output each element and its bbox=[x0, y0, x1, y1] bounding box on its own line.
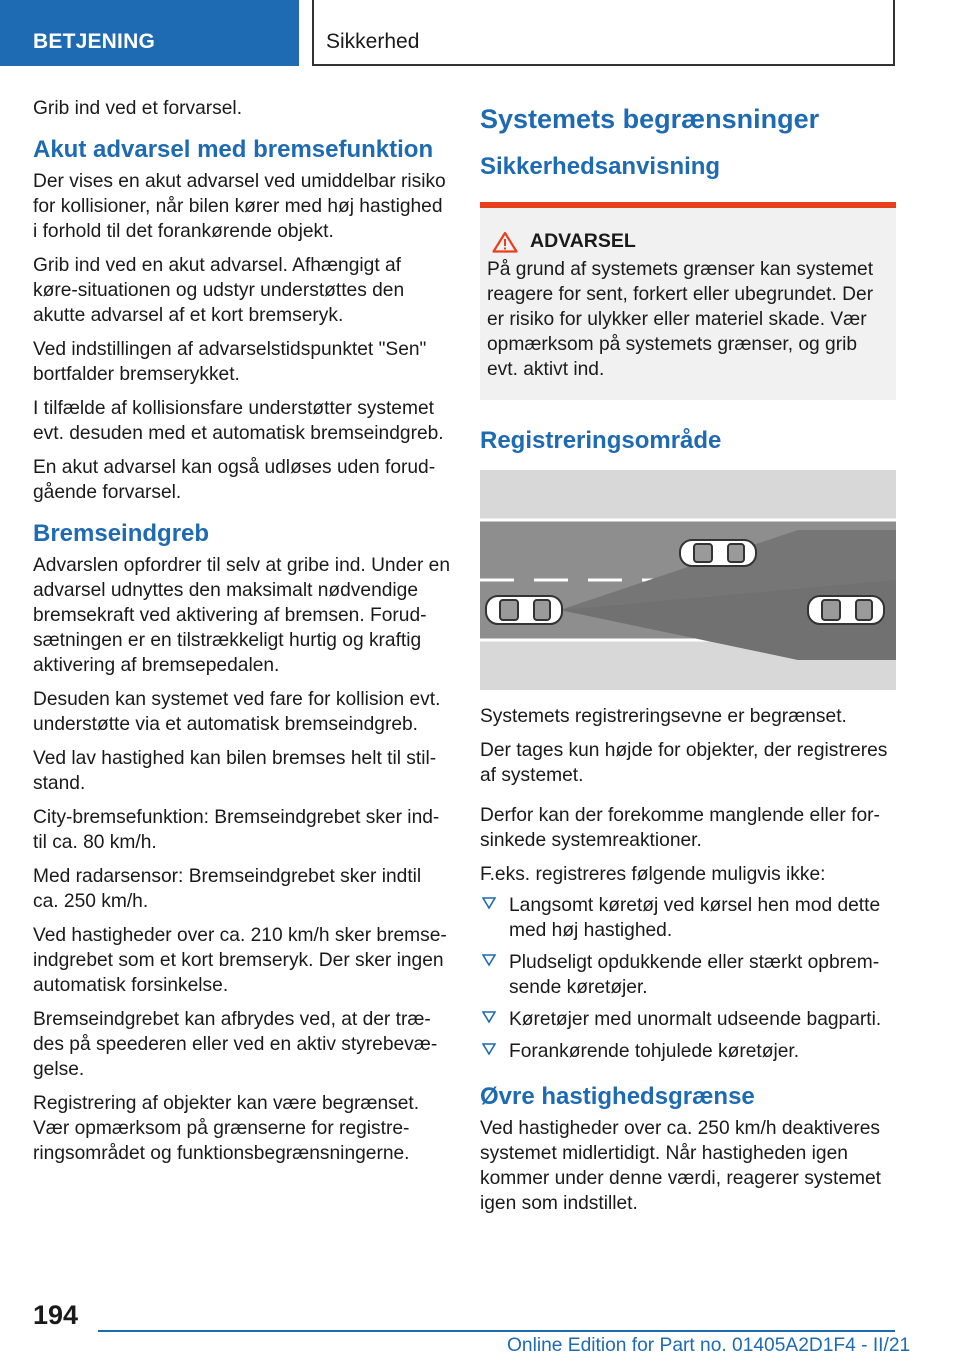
page-number: 194 bbox=[33, 1300, 79, 1330]
road-diagram bbox=[480, 470, 896, 690]
paragraph: Desuden kan systemet ved fare for kollision evt. understøtte via et automatisk bremseindgreb. bbox=[33, 689, 441, 735]
heading-registreringsomraade: Registreringsområde bbox=[480, 427, 722, 454]
header-title-box bbox=[312, 0, 895, 66]
heading-akut-advarsel: Akut advarsel med bremsefunktion bbox=[33, 136, 434, 163]
heading-oevre-hastighedsgraense: Øvre hastighedsgrænse bbox=[480, 1083, 755, 1110]
paragraph: Systemets registreringsevne er begrænset. bbox=[480, 706, 847, 727]
triangle-bullet-icon bbox=[482, 1042, 496, 1056]
list-item: Langsomt køretøj ved kørsel hen mod dette med høj hastighed. bbox=[480, 893, 896, 943]
list-item: Forankørende tohjulede køretøjer. bbox=[480, 1039, 896, 1064]
paragraph: Der tages kun højde for objekter, der registreres af systemet. bbox=[480, 740, 888, 786]
left-column bbox=[33, 96, 450, 1175]
header-title: Sikkerhed bbox=[326, 30, 420, 53]
warning-triangle-icon bbox=[492, 231, 518, 253]
car-front bbox=[680, 540, 756, 566]
paragraph: Der vises en akut advarsel ved umiddelbar risiko for kollisioner, når bilen kører med høj hastighed i forhold til det forankørende objekt. bbox=[33, 171, 446, 242]
car-ego bbox=[486, 596, 562, 624]
list-item: Pludseligt opdukkende eller stærkt opbrem-sende køretøjer. bbox=[480, 950, 896, 1000]
paragraph: Ved indstillingen af advarselstidspunktet "Sen" bortfalder bremserykket. bbox=[33, 339, 427, 385]
header-section-tab bbox=[0, 0, 299, 66]
footer-divider bbox=[98, 1330, 895, 1332]
paragraph: Advarslen opfordrer til selv at gribe ind. Under en advarsel udnyttes den maksimalt nødvendige bremsekraft ved aktivering af bremsen. Forud-sætningen er en tilstrækkeligt hurtig og kraftig aktivering af bremsepedalen. bbox=[33, 555, 451, 676]
warning-title: ADVARSEL bbox=[530, 230, 636, 252]
paragraph: City-bremsefunktion: Bremseindgrebet sker ind-til ca. 80 km/h. bbox=[33, 807, 440, 853]
paragraph: Grib ind ved en akut advarsel. Afhængigt af køre-situationen og udstyr understøttes den akutte advarsel af et kort bremseryk. bbox=[33, 255, 405, 326]
list-item: Køretøjer med unormalt udseende bagparti. bbox=[480, 1007, 896, 1032]
paragraph: Ved hastigheder over ca. 210 km/h sker bremse-indgrebet som et kort bremseryk. Der sker ingen automatisk forsinkelse. bbox=[33, 925, 447, 996]
paragraph: Ved lav hastighed kan bilen bremses helt til stil-stand. bbox=[33, 748, 437, 794]
paragraph: Med radarsensor: Bremseindgrebet sker indtil ca. 250 km/h. bbox=[33, 866, 422, 912]
paragraph: En akut advarsel kan også udløses uden forud-gående forvarsel. bbox=[33, 457, 436, 503]
paragraph: Bremseindgrebet kan afbrydes ved, at der træ-des på speederen eller ved en aktiv styrebevæ-gelse. bbox=[33, 1009, 438, 1080]
paragraph: Derfor kan der forekomme manglende eller for-sinkede systemreaktioner. bbox=[480, 805, 880, 851]
warning-text: På grund af systemets grænser kan systemet reagere for sent, forkert eller ubegrundet. Der er risiko for ulykker eller materiel skade. Vær opmærksom på systemets grænser, og grib evt. aktivt ind. bbox=[487, 259, 874, 380]
paragraph: Registrering af objekter kan være begrænset. Vær opmærksom på grænserne for registre-ringsområdet og funktionsbegrænsningerne. bbox=[33, 1093, 420, 1164]
triangle-bullet-icon bbox=[482, 1010, 496, 1024]
heading-bremseindgreb: Bremseindgreb bbox=[33, 520, 210, 547]
car-ahead bbox=[808, 596, 884, 624]
triangle-bullet-icon bbox=[482, 896, 496, 910]
heading-sikkerhedsanvisning: Sikkerhedsanvisning bbox=[480, 153, 721, 180]
paragraph: I tilfælde af kollisionsfare understøtter systemet evt. desuden med et automatisk bremseindgreb. bbox=[33, 398, 444, 444]
footer-edition: Online Edition for Part no. 01405A2D1F4 - II/21 bbox=[507, 1335, 911, 1356]
header-section-label: BETJENING bbox=[33, 30, 155, 53]
paragraph: F.eks. registreres følgende muligvis ikke: bbox=[480, 864, 826, 885]
heading-systemets-begraensninger: Systemets begrænsninger bbox=[480, 104, 820, 134]
right-column bbox=[480, 96, 896, 1225]
detection-area-illustration bbox=[480, 470, 896, 690]
warning-box bbox=[480, 202, 896, 400]
warning-header bbox=[492, 230, 889, 253]
not-detected-list bbox=[480, 893, 896, 1064]
intro-paragraph: Grib ind ved et forvarsel. bbox=[33, 98, 243, 119]
paragraph: Ved hastigheder over ca. 250 km/h deaktiveres systemet midlertidigt. Når hastigheden igen kommer under denne værdi, reagerer systemet igen som indstillet. bbox=[480, 1118, 881, 1214]
triangle-bullet-icon bbox=[482, 953, 496, 967]
